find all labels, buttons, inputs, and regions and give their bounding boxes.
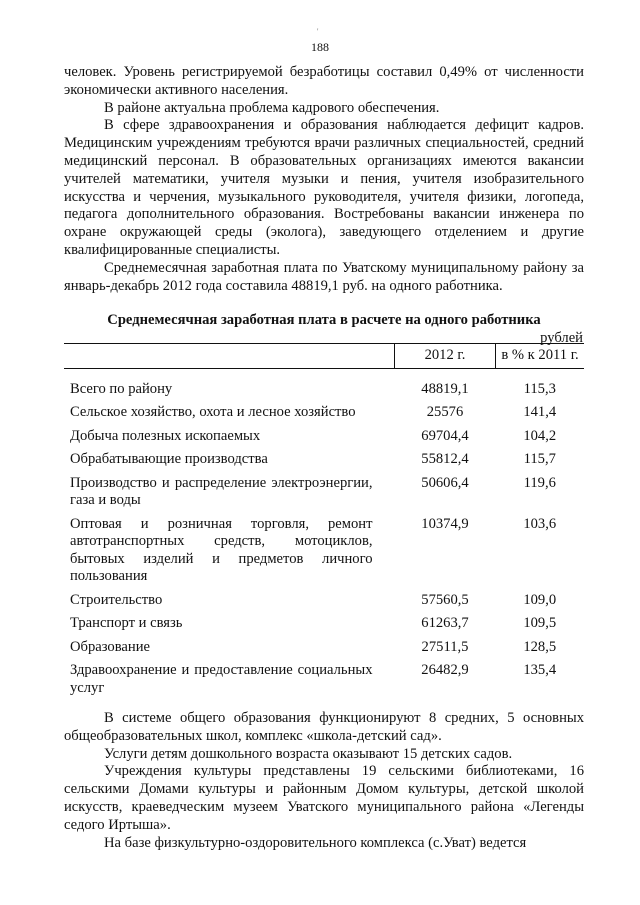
paragraph: Услуги детям дошкольного возраста оказывают 15 детских садов. xyxy=(104,745,513,762)
salary-cell: 27511,5 xyxy=(421,638,469,655)
industry-cell: Всего по району xyxy=(70,380,173,397)
paragraph: Учреждения культуры представлены 19 сельскими библиотеками, 16 сельскими Домами культуры и районным Домом культуры, детской школой искусств, краеведческим музеем Уватского муниципального района «Легенды седого Иртыша». xyxy=(64,763,584,833)
table-row xyxy=(64,404,584,428)
table-row xyxy=(64,428,584,452)
salary-cell: 50606,4 xyxy=(421,474,469,491)
salary-cell: 10374,9 xyxy=(421,515,469,532)
table-row xyxy=(64,592,584,616)
industry-cell: Производство и распределение электроэнергии, газа и воды xyxy=(70,474,373,508)
page-number: 188 xyxy=(311,40,329,54)
salary-cell: 26482,9 xyxy=(421,662,469,678)
table-row xyxy=(64,639,584,663)
percent-cell: 109,5 xyxy=(523,615,557,631)
percent-cell: 141,4 xyxy=(523,404,557,420)
industry-cell: Сельское хозяйство, охота и лесное хозяйство xyxy=(70,404,356,420)
header-cell xyxy=(64,344,395,369)
percent-cell: 128,5 xyxy=(523,638,557,655)
salary-cell: 48819,1 xyxy=(421,380,469,397)
industry-cell: Транспорт и связь xyxy=(70,615,183,631)
salary-cell: 69704,4 xyxy=(421,427,469,444)
percent-cell: 103,6 xyxy=(523,515,557,532)
industry-cell: Здравоохранение и предоставление социальных услуг xyxy=(70,662,373,696)
salary-table xyxy=(64,343,584,703)
percent-cell: 115,3 xyxy=(523,380,556,397)
table-row xyxy=(64,516,584,592)
salary-cell: 57560,5 xyxy=(421,591,469,608)
body-text-bottom xyxy=(64,710,584,852)
paragraph: В системе общего образования функционируют 8 средних, 5 основных общеобразовательных школ, комплекс «школа-детский сад». xyxy=(64,710,584,744)
salary-cell: 55812,4 xyxy=(421,451,469,467)
industry-cell: Оптовая и розничная торговля, ремонт автотранспортных средств, мотоциклов, бытовых изделий и предметов личного пользования xyxy=(70,515,373,584)
paragraph: На базе физкультурно-оздоровительного комплекса (с.Уват) ведется xyxy=(104,834,527,851)
percent-cell: 104,2 xyxy=(523,427,557,444)
table-unit: рублей xyxy=(540,330,583,346)
percent-cell: 135,4 xyxy=(523,662,557,678)
paragraph: В районе актуальна проблема кадрового обеспечения. xyxy=(104,99,440,116)
body-text-top xyxy=(64,64,584,295)
industry-cell: Строительство xyxy=(70,591,163,608)
percent-cell: 115,7 xyxy=(523,451,556,467)
percent-cell: 119,6 xyxy=(523,474,556,491)
header-cell: в % к 2011 г. xyxy=(496,344,585,369)
paragraph: В сфере здравоохранения и образования наблюдается дефицит кадров. Медицинским учреждениям требуются врачи различных специальностей, средний медицинский персонал. В образовательных организациях имеются вакансии учителей математики, учителя музыки и пения, учителя изобразительного искусства и черчения, музыкального руководителя, учителя физики, логопеда, педагога дополнительного образования. Востребованы вакансии инженера по охране окружающей среды (эколога), заведующего отделением и другие квалифицированные специалисты. xyxy=(64,117,584,258)
table-row xyxy=(64,368,584,404)
table-row xyxy=(64,475,584,516)
table-row xyxy=(64,451,584,475)
industry-cell: Обрабатывающие производства xyxy=(70,451,268,467)
table-row xyxy=(64,662,584,703)
salary-cell: 61263,7 xyxy=(421,615,469,631)
paragraph: человек. Уровень регистрируемой безработицы составил 0,49% от численности экономически активного населения. xyxy=(64,64,584,98)
percent-cell: 109,0 xyxy=(523,591,557,608)
table-title: Среднемесячная заработная плата в расчете на одного работника xyxy=(107,312,541,328)
header-cell: 2012 г. xyxy=(395,344,496,369)
scan-mark: ' xyxy=(317,27,319,36)
table-row xyxy=(64,615,584,639)
paragraph: Среднемесячная заработная плата по Уватскому муниципальному району за январь-декабрь 2012 года составила 48819,1 руб. на одного работника. xyxy=(64,259,584,294)
salary-cell: 25576 xyxy=(426,404,464,420)
industry-cell: Добыча полезных ископаемых xyxy=(70,427,261,444)
table-header-row xyxy=(64,344,584,369)
industry-cell: Образование xyxy=(70,638,150,655)
